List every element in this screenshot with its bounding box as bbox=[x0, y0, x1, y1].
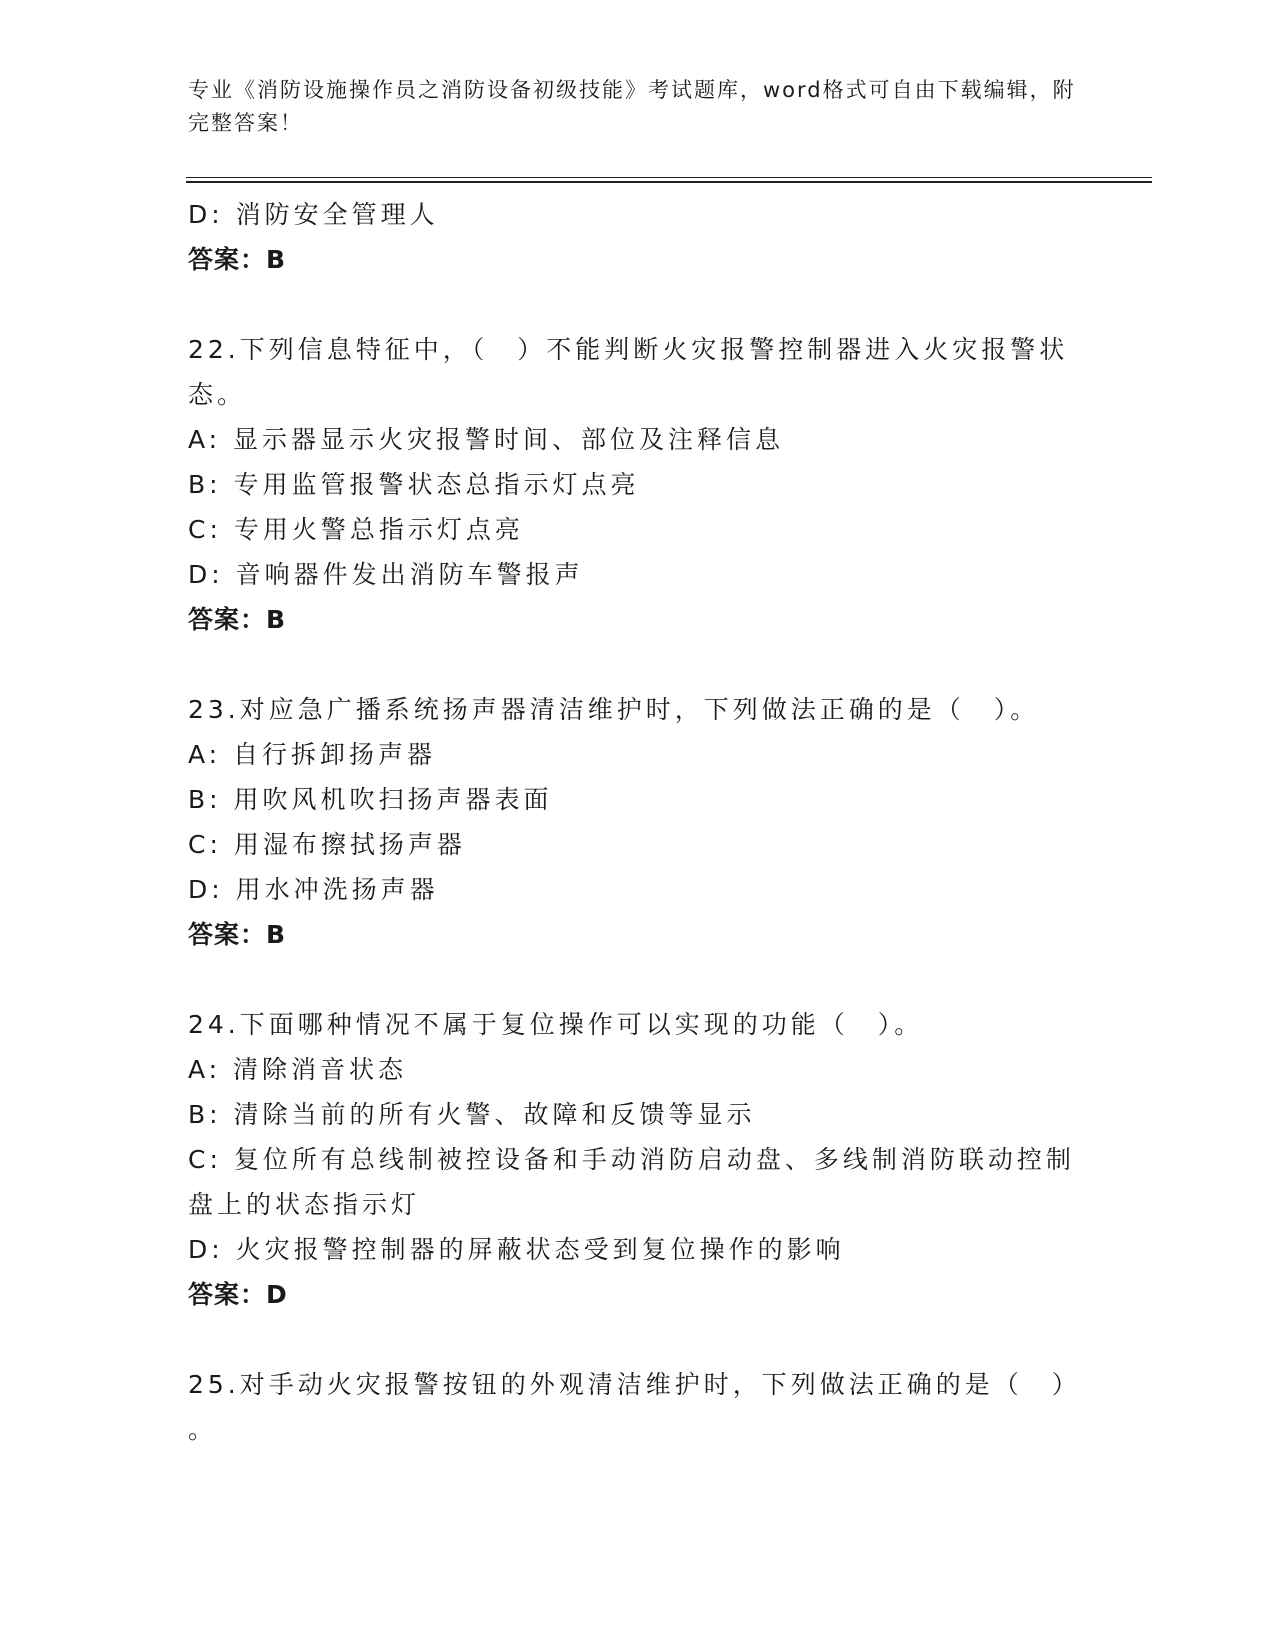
previous-question-tail bbox=[188, 192, 1088, 282]
answer-label: 答案：B bbox=[188, 920, 287, 949]
question-22 bbox=[188, 327, 1088, 642]
spacer bbox=[188, 957, 1088, 1002]
question-stem: 25.对手动火灾报警按钮的外观清洁维护时，下列做法正确的是（ ） bbox=[188, 1370, 1081, 1399]
answer-label: 答案：B bbox=[188, 605, 287, 634]
option-b: B: 清除当前的所有火警、故障和反馈等显示 bbox=[188, 1100, 756, 1129]
option-c: C: 用湿布擦拭扬声器 bbox=[188, 830, 466, 859]
question-23 bbox=[188, 687, 1088, 957]
answer-label: 答案：B bbox=[188, 245, 287, 274]
question-25 bbox=[188, 1362, 1088, 1452]
option-c: C: 专用火警总指示灯点亮 bbox=[188, 515, 524, 544]
option-d: D: 火灾报警控制器的屏蔽状态受到复位操作的影响 bbox=[188, 1235, 845, 1264]
question-stem: 22.下列信息特征中，（ ）不能判断火灾报警控制器进入火灾报警状 bbox=[188, 335, 1069, 364]
spacer bbox=[188, 1317, 1088, 1362]
option-d: D: 音响器件发出消防车警报声 bbox=[188, 560, 584, 589]
question-stem: 24.下面哪种情况不属于复位操作可以实现的功能（ ）。 bbox=[188, 1010, 924, 1039]
option-b: B: 用吹风机吹扫扬声器表面 bbox=[188, 785, 553, 814]
header-rule-thin bbox=[186, 177, 1152, 178]
option-b: B: 专用监管报警状态总指示灯点亮 bbox=[188, 470, 640, 499]
option-c: C: 复位所有总线制被控设备和手动消防启动盘、多线制消防联动控制 bbox=[188, 1145, 1075, 1174]
option-a: A: 清除消音状态 bbox=[188, 1055, 408, 1084]
document-header: 专业《消防设施操作员之消防设备初级技能》考试题库，word格式可自由下载编辑，附完整答案！ bbox=[188, 78, 1076, 135]
question-24 bbox=[188, 1002, 1088, 1317]
option-c-continued: 盘上的状态指示灯 bbox=[188, 1190, 421, 1219]
option-a: A: 显示器显示火灾报警时间、部位及注释信息 bbox=[188, 425, 785, 454]
option-a: A: 自行拆卸扬声器 bbox=[188, 740, 437, 769]
option-d: D: 用水冲洗扬声器 bbox=[188, 875, 439, 904]
spacer bbox=[188, 642, 1088, 687]
answer-label: 答案：D bbox=[188, 1280, 288, 1309]
question-list bbox=[188, 192, 1088, 1452]
question-stem: 23.对应急广播系统扬声器清洁维护时，下列做法正确的是（ ）。 bbox=[188, 695, 1040, 724]
option-d: D: 消防安全管理人 bbox=[188, 200, 439, 229]
spacer bbox=[188, 282, 1088, 327]
header-rule-thick bbox=[186, 181, 1152, 183]
question-stem-continued: 态。 bbox=[188, 380, 247, 409]
question-stem-continued: 。 bbox=[188, 1415, 214, 1444]
